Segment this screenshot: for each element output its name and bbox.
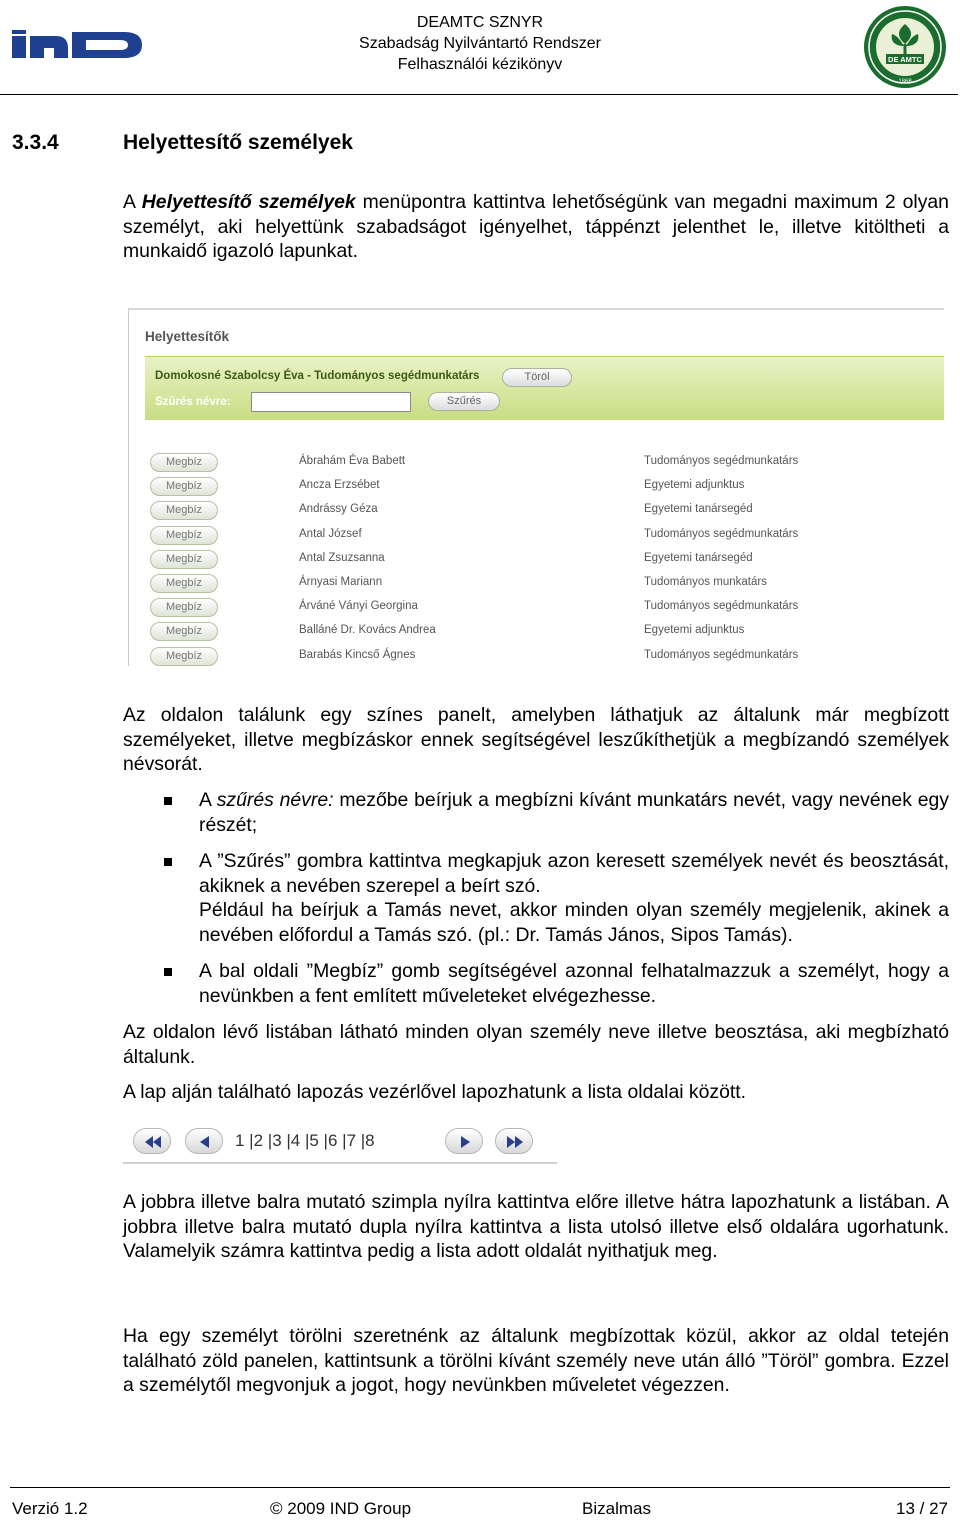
person-name: Ábrahám Éva Babett — [299, 455, 406, 467]
person-name: Árváné Ványi Georgina — [299, 600, 418, 613]
filter-button[interactable]: Szűrés — [428, 392, 500, 411]
last-page-button[interactable] — [495, 1128, 533, 1154]
assign-button[interactable]: Megbíz — [150, 622, 218, 641]
person-position: Egyetemi tanársegéd — [644, 503, 753, 516]
delete-button[interactable]: Töröl — [502, 368, 572, 387]
filter-label: Szűrés névre: — [155, 396, 231, 408]
assign-button[interactable]: Megbíz — [150, 574, 218, 593]
person-position: Tudományos segédmunkatárs — [644, 648, 799, 661]
bullet-filter-button: A ”Szűrés” gombra kattintva megkapjuk azon keresett személyek nevét és beosztását, akiknek a nevében szerepel a beírt szó. — [199, 850, 949, 897]
footer-page-number: 13 / 27 — [896, 1499, 948, 1518]
person-name: Ancza Erzsébet — [299, 479, 380, 492]
person-name: Antal József — [299, 527, 362, 540]
pager-description: A lap alján található lapozás vezérlővel lapozhatunk a lista oldalai között. — [123, 1081, 747, 1103]
footer-divider — [10, 1487, 950, 1488]
svg-text:1868: 1868 — [898, 79, 912, 85]
arrow-left-icon — [186, 1129, 224, 1155]
bullet-filter-field: A szűrés névre: mezőbe beírjuk a megbízni kívánt munkatárs nevét, vagy nevének egy részét; — [199, 789, 949, 836]
first-page-button[interactable] — [133, 1128, 171, 1154]
panel-description: Az oldalon találunk egy színes panelt, amelyben láthatjuk az általunk már megbízott személyeket, illetve megbízáskor ennek segítségével leszűkíthetjük a megbízandó személyek névsorát. — [123, 704, 949, 776]
assigned-person: Domokosné Szabolcsy Éva - Tudományos segédmunkatárs — [155, 370, 480, 382]
footer-classification: Bizalmas — [582, 1499, 651, 1518]
header-system-code: DEAMTC SZNYR — [416, 14, 544, 31]
ind-logo — [12, 28, 144, 60]
document-header — [300, 12, 660, 75]
person-position: Tudományos segédmunkatárs — [644, 600, 799, 613]
section-number: 3.3.4 — [12, 131, 59, 154]
page-numbers[interactable]: 1 |2 |3 |4 |5 |6 |7 |8 — [235, 1131, 375, 1150]
assign-button[interactable]: Megbíz — [150, 550, 218, 569]
pager-divider — [123, 1162, 557, 1164]
assign-button[interactable]: Megbíz — [150, 647, 218, 666]
assign-button[interactable]: Megbíz — [150, 526, 218, 545]
substitutes-panel-title: Helyettesítők — [145, 329, 230, 344]
delete-description: Ha egy személyt törölni szeretnénk az általunk megbízottak közül, akkor az oldal tetején található zöld panelen, kattintsunk a törölni kívánt személy neve után álló ”Töröl” gombra. Ezzel a személytől megvonjuk a jogot, hogy nevünkben műveletet végezzen. — [123, 1325, 949, 1397]
person-position: Tudományos segédmunkatárs — [644, 527, 799, 540]
svg-text:DE AMTC: DE AMTC — [888, 55, 922, 64]
navigation-description: A jobbra illetve balra mutató szimpla nyílra kattintva előre illetve hátra lapozhatunk a listában. A jobbra illetve balra mutató dupla nyílra kattintva a lista utolsó illetve első oldalára ugorhatunk. Valamelyik számra kattintva pedig a lista adott oldalát nyithatjuk meg. — [123, 1191, 949, 1263]
person-position: Tudományos munkatárs — [644, 576, 767, 588]
person-name: Árnyasi Mariann — [299, 576, 383, 588]
assign-button[interactable]: Megbíz — [150, 598, 218, 617]
pager-screenshot — [123, 1122, 557, 1164]
person-position: Tudományos segédmunkatárs — [644, 455, 799, 467]
person-name: Balláné Dr. Kovács Andrea — [299, 624, 436, 637]
bullet-marker — [164, 968, 172, 976]
filter-field-emphasis: szűrés névre: — [216, 789, 334, 811]
person-name: Antal Zsuzsanna — [299, 551, 385, 564]
university-seal — [862, 4, 948, 90]
intro-paragraph: A Helyettesítő személyek menüpontra kattintva lehetőségünk van megadni maximum 2 olyan személyt, aki helyettünk szabadságot igényelhet, táppénzt jelenthet le, illetve kitöltheti a munkaidő igazoló lapunkat. — [123, 191, 949, 263]
arrow-right-icon — [446, 1129, 484, 1155]
substitutes-screenshot — [128, 308, 944, 666]
bullet-marker — [164, 797, 172, 805]
person-name: Barabás Kincső Ágnes — [299, 648, 416, 661]
next-page-button[interactable] — [445, 1128, 483, 1154]
person-position: Egyetemi adjunktus — [644, 479, 745, 492]
double-arrow-right-icon — [496, 1129, 534, 1155]
footer-copyright: © 2009 IND Group — [270, 1499, 412, 1518]
header-system-name: Szabadság Nyilvántartó Rendszer — [359, 35, 601, 52]
intro-emphasis: Helyettesítő személyek — [141, 191, 356, 213]
footer-version: Verzió 1.2 — [12, 1499, 88, 1518]
assign-button[interactable]: Megbíz — [150, 453, 218, 472]
person-position: Egyetemi adjunktus — [644, 624, 745, 637]
filter-name-input[interactable] — [251, 392, 411, 412]
assign-button[interactable]: Megbíz — [150, 501, 218, 520]
header-divider — [0, 94, 958, 95]
assigned-substitutes-panel — [145, 356, 944, 420]
person-name: Andrássy Géza — [299, 503, 378, 516]
previous-page-button[interactable] — [185, 1128, 223, 1154]
bullet-filter-example: Például ha beírjuk a Tamás nevet, akkor minden olyan személy megjelenik, akinek a nevében előfordul a Tamás szó. (pl.: Dr. Tamás János, Sipos Tamás). — [199, 899, 949, 946]
section-title: Helyettesítő személyek — [123, 131, 353, 154]
header-document-name: Felhasználói kézikönyv — [397, 56, 563, 73]
list-description: Az oldalon lévő listában látható minden olyan személy neve illetve beosztása, aki megbízható általunk. — [123, 1021, 949, 1068]
bullet-assign-button: A bal oldali ”Megbíz” gomb segítségével azonnal felhatalmazzuk a személyt, hogy a nevünkben a fent említett műveleteket elvégezhesse. — [199, 960, 949, 1007]
assign-button[interactable]: Megbíz — [150, 477, 218, 496]
double-arrow-left-icon — [134, 1129, 172, 1155]
person-position: Egyetemi tanársegéd — [644, 551, 753, 564]
bullet-marker — [164, 858, 172, 866]
